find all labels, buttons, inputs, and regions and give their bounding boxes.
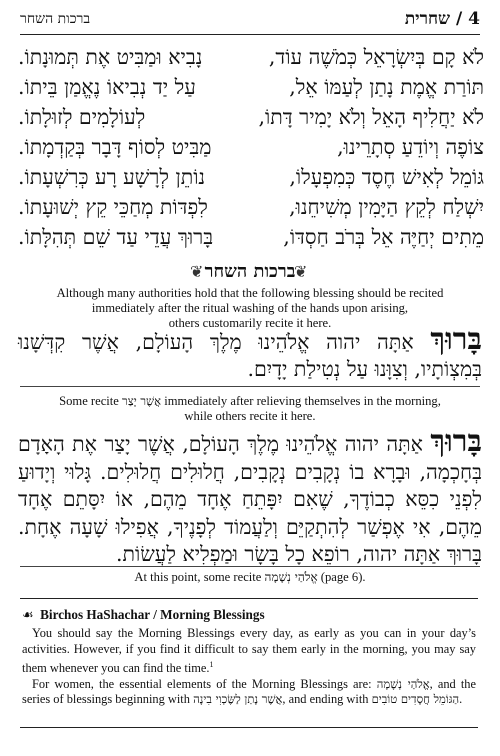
commentary-paragraph: You should say the Morning Blessings every day, as early as you can in your day’s activities. However, if you find it difficult to say them early in the morning, you may say them whenever you can find the time.$^1$ (22, 626, 476, 676)
poem-line-left: נוֹתֵן לְרָשָׁע רָע כְּרִשְׁעָתוֹ. (18, 165, 206, 189)
blessing-netilas-yadayim (18, 322, 482, 383)
recite-note: At this point, some recite אֱלֹהַי נְשָׁמָה (page 6). (134, 570, 366, 584)
page-number: 4 (468, 9, 480, 29)
poem-line (18, 72, 484, 102)
section-name: ברכות השחר (20, 11, 91, 27)
poem-line (18, 132, 484, 162)
hebrew-phrase: הַגּוֹמֵל חֲסָדִים טוֹבִים (371, 692, 460, 707)
poem-line-right: מֵתִים יְחַיֶּה אֵל בְּרֹב חַסְדּוֹ, (283, 225, 484, 249)
poem-line-right: יִשְׁלַח לְקֵץ הַיָּמִין מְשִׁיחֵנוּ, (289, 195, 484, 219)
poem-line (18, 222, 484, 252)
commentary-paragraph: For women, the essential elements of the Morning Blessings are: אֱלֹהַי נְשָׁמָה, and the series of blessings beginning with אֲשֶׁר נָתַן לַשֶּׂכְוִי בִינָה, and ending with הַגּוֹמֵל חֲסָדִים טוֹבִים. (22, 676, 476, 707)
poem-line (18, 162, 484, 192)
hebrew-phrase: אֱלֹהַי נְשָׁמָה (264, 570, 318, 584)
poem (18, 42, 484, 252)
poem-line-left: מַבִּיט לְסוֹף דָּבָר בְּקַדְמָתוֹ. (18, 135, 212, 159)
blessing-asher-yatzar (18, 424, 482, 569)
poem-line-left: בָּרוּךְ עֲדֵי עַד שֵׁם תְּהִלָּתוֹ. (18, 225, 214, 249)
poem-line-left: לְעוֹלָמִים לְזוּלָתוֹ. (18, 105, 146, 129)
poem-line-left: לִפְדּוֹת מְחַכֵּי קֵץ יְשׁוּעָתוֹ. (18, 195, 208, 219)
instruction-netilas-yadayim: Although many authorities hold that the following blessing should be recited immediately after the ritual washing of the hands upon arising, others customarily recite it here. (56, 286, 444, 330)
poem-line-left: נָבִיא וּמַבִּיט אֶת תְּמוּנָתוֹ. (18, 45, 203, 69)
hebrew-phrase: אֱלֹהַי נְשָׁמָה (376, 676, 430, 691)
divider (20, 386, 480, 387)
footnote-marker: 1 (209, 660, 214, 669)
fleuron-icon: ☙ (22, 607, 34, 622)
hebrew-phrase: אֲשֶׁר יָצַר (122, 394, 162, 408)
section-title-band (20, 259, 480, 285)
poem-line-right: תּוֹרַת אֱמֶת נָתַן לְעַמּוֹ אֵל, (289, 75, 484, 99)
header-divider (20, 34, 480, 35)
blessing-first-word: בָּרוּךְ (430, 424, 482, 459)
blessing-text: אַתָּה יהוה אֱלֹהֵינוּ מֶלֶךְ הָעוֹלָם, אֲשֶׁר יָצַר אֶת הָאָדָם בְּחָכְמָה, וּבָרָא בוֹ נְקָבִים נְקָבִים, חֲלוּלִים חֲלוּלִים. גָּלוּי וְיָדוּעַ לִפְנֵי כִסֵּא כְבוֹדֶךָ, שֶׁאִם יִפָּתֵחַ אֶחָד מֵהֶם, אוֹ יִסָּתֵם אֶחָד מֵהֶם, אִי אֶפְשַׁר לְהִתְקַיֵּם וְלַעֲמוֹד לְפָנֶיךָ, אֲפִילוּ שָׁעָה אֶחָת. בָּרוּךְ אַתָּה יהוה, רוֹפֵא כָל בָּשָׂר וּמַפְלִיא לַעֲשׂוֹת. (18, 432, 482, 566)
poem-line-right: לֹא קָם בְּיִשְׂרָאֵל כְּמֹשֶׁה עוֹד, (268, 45, 484, 69)
blessing-text: אַתָּה יהוה אֱלֹהֵינוּ מֶלֶךְ הָעוֹלָם, אֲשֶׁר קִדְּשָׁנוּ בְּמִצְוֹתָיו, וְצִוָּנוּ עַל נְטִילַת יָדָיִם. (18, 330, 482, 381)
poem-line-right: צוֹפֶה וְיוֹדֵעַ סְתָרֵינוּ, (337, 135, 484, 159)
section-title: ברכות השחר (204, 261, 296, 282)
ornament-icon: ❦ (294, 264, 308, 281)
running-head (20, 0, 480, 34)
poem-line (18, 102, 484, 132)
poem-line-right: גּוֹמֵל לְאִישׁ חֶסֶד כְּמִפְעָלוֹ, (289, 165, 484, 189)
divider (20, 566, 480, 567)
blessing-first-word: בָּרוּךְ (430, 322, 482, 357)
ornament-icon: ❦ (190, 264, 204, 281)
commentary-heading: ☙ Birchos HaShachar / Morning Blessings (22, 607, 265, 622)
poem-line-right: לֹא יַחֲלִיף הָאֵל וְלֹא יָמִיר דָּתוֹ, (258, 105, 484, 129)
instruction-asher-yatzar: Some recite אֲשֶׁר יָצַר immediately after relieving themselves in the morning, while others recite it here. (59, 394, 441, 423)
hebrew-phrase: אֲשֶׁר נָתַן לַשֶּׂכְוִי בִינָה (193, 692, 283, 707)
page-title: שחרית (404, 9, 451, 29)
poem-line-left: עַל יַד נְבִיאוֹ נֶאֱמַן בֵּיתוֹ. (18, 75, 196, 99)
commentary-box (20, 598, 478, 728)
poem-line (18, 192, 484, 222)
poem-line (18, 42, 484, 72)
page-header-right: 4 / שחרית (404, 9, 480, 29)
